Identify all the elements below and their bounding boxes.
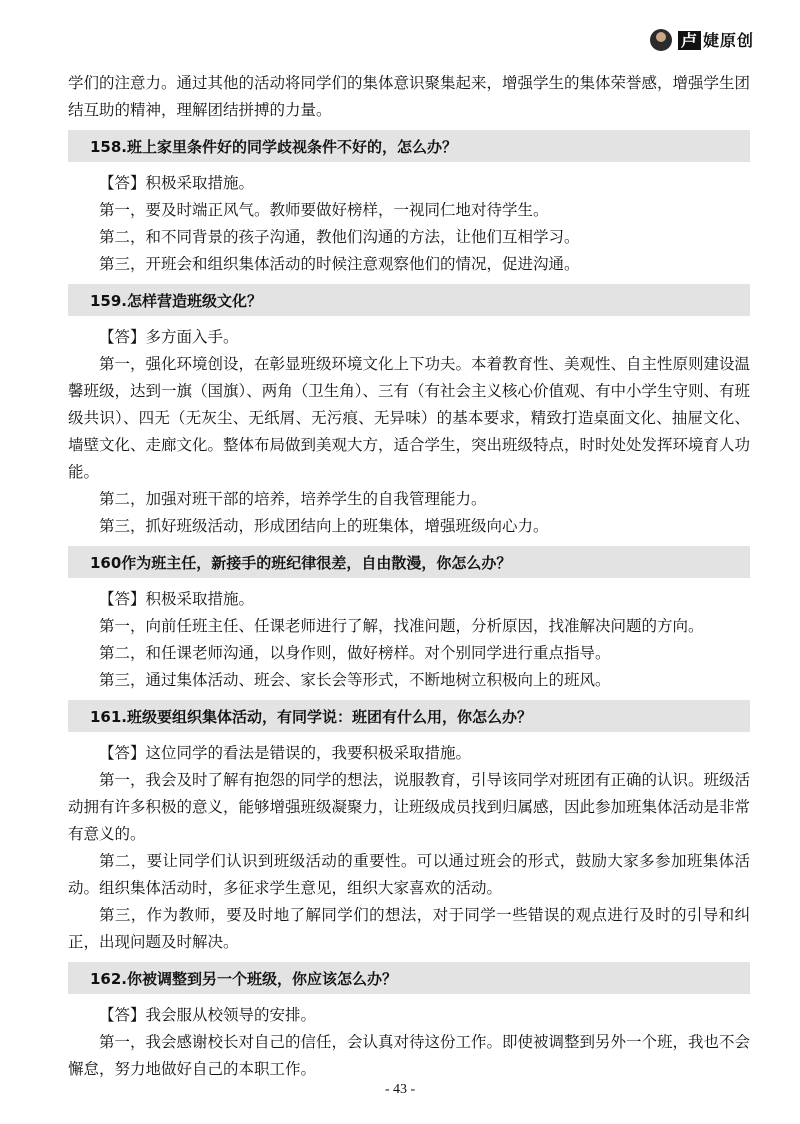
question-159-point-3: 第三，抓好班级活动，形成团结向上的班集体，增强班级向心力。 xyxy=(99,517,549,535)
question-160-point-1: 第一，向前任班主任、任课老师进行了解，找准问题，分析原因，找准解决问题的方向。 xyxy=(99,617,704,635)
question-158-answer: 【答】积极采取措施。 xyxy=(99,174,255,192)
question-160-title: 160作为班主任，新接手的班纪律很差，自由散漫，你怎么办？ xyxy=(68,546,750,578)
question-159-title: 159.怎样营造班级文化？ xyxy=(68,284,750,316)
question-158-point-1: 第一，要及时端正风气。教师要做好榜样，一视同仁地对待学生。 xyxy=(99,201,549,219)
question-158-point-2: 第二，和不同背景的孩子沟通，教他们沟通的方法，让他们互相学习。 xyxy=(99,228,580,246)
question-162-point-1: 第一，我会感谢校长对自己的信任，会认真对待这份工作。即使被调整到另外一个班，我也不会懈怠，努力地做好自己的本职工作。 xyxy=(68,1033,751,1078)
question-161-answer: 【答】这位同学的看法是错误的，我要积极采取措施。 xyxy=(99,744,472,762)
question-159-point-1: 第一，强化环境创设，在彰显班级环境文化上下功夫。本着教育性、美观性、自主性原则建设温馨班级，达到一旗（国旗）、两角（卫生角）、三有（有社会主义核心价值观、有中小学生守则、有班级共识）、四无（无灰尘、无纸屑、无污痕、无异味）的基本要求，精致打造桌面文化、抽屉文化、墙壁文化、走廊文化。整体布局做到美观大方，适合学生，突出班级特点，时时处处发挥环境育人功能。 xyxy=(68,355,751,481)
question-160-answer: 【答】积极采取措施。 xyxy=(99,590,255,608)
brand-logo-mark: 卢 xyxy=(678,31,701,50)
question-158-title: 158.班上家里条件好的同学歧视条件不好的，怎么办？ xyxy=(68,130,750,162)
question-159-point-2: 第二，加强对班干部的培养，培养学生的自我管理能力。 xyxy=(99,490,487,508)
brand-logo xyxy=(678,28,754,51)
question-161-point-1: 第一，我会及时了解有抱怨的同学的想法，说服教育，引导该同学对班团有正确的认识。班级活动拥有许多积极的意义，能够增强班级凝聚力，让班级成员找到归属感，因此参加班集体活动是非常有意义的。 xyxy=(68,771,751,843)
page-number: - 43 - xyxy=(384,1082,416,1097)
question-158-point-3: 第三，开班会和组织集体活动的时候注意观察他们的情况，促进沟通。 xyxy=(99,255,580,273)
question-162-answer: 【答】我会服从校领导的安排。 xyxy=(99,1006,317,1024)
brand-header xyxy=(650,28,754,51)
question-160-point-3: 第三，通过集体活动、班会、家长会等形式，不断地树立积极向上的班风。 xyxy=(99,671,611,689)
question-161-point-3: 第三，作为教师，要及时地了解同学们的想法，对于同学一些错误的观点进行及时的引导和纠正，出现问题及时解决。 xyxy=(68,906,750,951)
author-avatar xyxy=(650,29,672,51)
question-160-point-2: 第二，和任课老师沟通，以身作则，做好榜样。对个别同学进行重点指导。 xyxy=(99,644,611,662)
brand-logo-text: 婕原创 xyxy=(702,31,754,50)
question-161-title: 161.班级要组织集体活动，有同学说：班团有什么用，你怎么办？ xyxy=(68,700,750,732)
question-162-title: 162.你被调整到另一个班级，你应该怎么办？ xyxy=(68,962,750,994)
document-body xyxy=(68,70,750,1083)
question-159-answer: 【答】多方面入手。 xyxy=(99,328,239,346)
intro-paragraph: 学们的注意力。通过其他的活动将同学们的集体意识聚集起来，增强学生的集体荣誉感，增强学生团结互助的精神，理解团结拼搏的力量。 xyxy=(68,74,751,119)
question-161-point-2: 第二，要让同学们认识到班级活动的重要性。可以通过班会的形式，鼓励大家多参加班集体活动。组织集体活动时，多征求学生意见，组织大家喜欢的活动。 xyxy=(68,852,750,897)
